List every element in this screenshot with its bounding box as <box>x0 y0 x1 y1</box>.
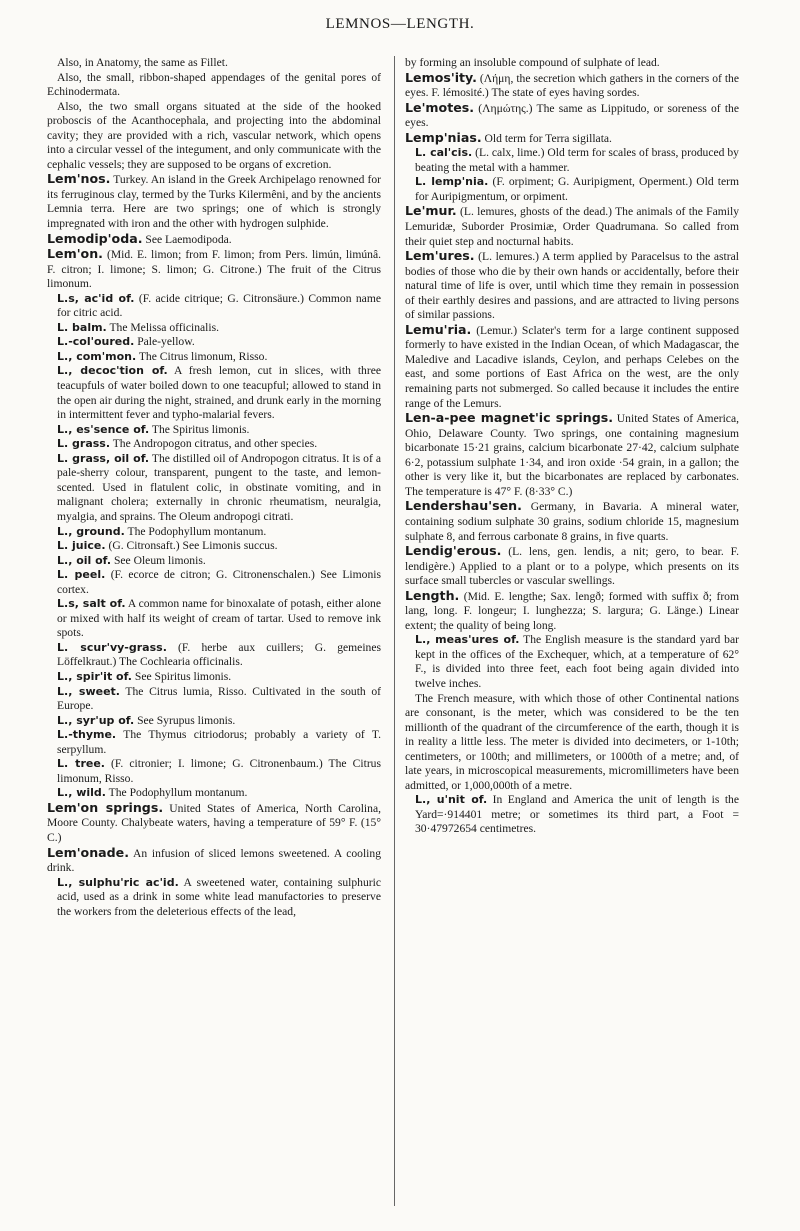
entry-text: The French measure, with which those of other Continental nations are consonant, is the meter, which was considered to be the ten millionth of the quadrant of the circumference of the earth, though it is in reality a little less. The meter is divided into decimeters, or 1-10th; centimeters, or 100th; and millimeters, or 1000th of a metre; and, of late years, in microscopical measurements, micromillimeters have been admitted, or 1,000,000th of a metre. <box>405 691 739 792</box>
entry-text: Germany, in Bavaria. A mineral water, containing sodium sulphate 30 grains, sodium chloride 15, magnesium sulphate 8, and ferrous carbonate 8 grains, in five quarts. <box>405 500 739 543</box>
headword: Lendershau'sen. <box>405 498 522 514</box>
dictionary-entry <box>405 589 739 634</box>
sub-headword: L., oil of. <box>57 553 112 567</box>
sub-headword: L.s, ac'id of. <box>57 291 135 305</box>
entry-text: The Andropogon citratus, and other species. <box>112 437 318 451</box>
sub-headword: L., com'mon. <box>57 349 137 363</box>
headword: Lemodip'oda. <box>47 230 143 246</box>
headword: Lemu'ria. <box>405 321 472 337</box>
entry-text: (F. ecorce de citron; G. Citronenschalen.) See Limonis cortex. <box>57 568 381 596</box>
sub-entry <box>47 321 381 336</box>
entry-text: See Spiritus limonis. <box>134 669 232 683</box>
headword: Lemp'nias. <box>405 129 482 145</box>
dictionary-entry <box>405 131 739 147</box>
entry-text: A sweetened water, containing sulphuric acid, used as a drink in some white lead manufactories to preserve the workers from the deleterious effects of the lead, <box>57 875 381 918</box>
sub-entry <box>47 437 381 452</box>
sub-headword: L., es'sence of. <box>57 422 150 436</box>
headword: Lem'on springs. <box>47 799 164 815</box>
sub-entry <box>47 641 381 670</box>
entry-text: (L. calx, lime.) Old term for scales of brass, produced by beating the metal with a hammer. <box>415 146 739 174</box>
sub-headword: L. balm. <box>57 320 107 334</box>
headword: Le'motes. <box>405 99 475 115</box>
sub-entry <box>47 568 381 597</box>
headword: Lemos'ity. <box>405 69 477 85</box>
sub-headword: L. scur'vy-grass. <box>57 640 167 654</box>
sub-headword: L. juice. <box>57 539 106 553</box>
sub-entry <box>47 876 381 920</box>
entry-text: The Citrus limonum, Risso. <box>138 349 268 363</box>
headword: Len-a-pee magnet'ic springs. <box>405 410 614 426</box>
sub-headword: L. cal'cis. <box>415 146 473 160</box>
entry-text: The Spiritus limonis. <box>151 422 250 436</box>
entry-text: (Λήμη, the secretion which gathers in the corners of the eyes. F. lémosité.) The state of eyes having sordes. <box>405 71 739 100</box>
sub-headword: L., decoc'tion of. <box>57 364 168 378</box>
entry-text: (F. herbe aux cuillers; G. gemeines Löffelkraut.) The Cochlearia officinalis. <box>57 640 381 669</box>
paragraph <box>405 692 739 794</box>
entry-text: In England and America the unit of length is the Yard=·914401 metre; or sometimes its third part, a Foot = 30·47972654 centimetres. <box>415 793 739 836</box>
entry-text: (L. lens, gen. lendis, a nit; gero, to bear. F. lendigère.) Applied to a plant or to a polype, which presents on its surface small tubercles or vascular swellings. <box>405 545 739 588</box>
sub-headword: L. tree. <box>57 757 105 771</box>
headword: Lem'ures. <box>405 248 475 264</box>
entry-text: (L. lemures.) A term applied by Paracelsus to the astral bodies of those who die by their own hands or accidentally, before their natural time of life is over, until which time they remain in possession of their earthly desires and passions, and are attracted to living persons of similar passions. <box>405 250 739 322</box>
sub-entry <box>47 539 381 554</box>
entry-text: Also, the two small organs situated at the side of the hooked proboscis of the Acanthocephala, and projecting into the abdominal cavity; they are provided with a rich, vascular network, which opens into a circular vessel of the integument, and only communicate with the cephalic vessels; they are supposed to be organs of excretion. <box>47 99 381 171</box>
headword: Le'mur. <box>405 203 457 219</box>
sub-entry <box>405 146 739 175</box>
sub-headword: L., wild. <box>57 786 106 800</box>
entry-text: See Laemodipoda. <box>145 232 232 246</box>
entry-text: The Citrus lumia, Risso. Cultivated in the south of Europe. <box>57 684 382 713</box>
dictionary-entry <box>47 172 381 231</box>
sub-entry <box>47 714 381 729</box>
entry-text: A fresh lemon, cut in slices, with three teacupfuls of water boiled down to one teacupful; allowed to stand in the open air during the night, strained, and drunk early in the morning in intermittent fever and typho-malarial fevers. <box>57 364 381 422</box>
sub-headword: L., syr'up of. <box>57 713 135 727</box>
entry-text: The distilled oil of Andropogon citratus. It is of a pale-sherry colour, transparent, pungent to the taste, and lemon-scented. Used in flatulent colic, in obstinate vomiting, and in malignant cholera; externally in chronic rheumatism, neuralgia, myalgia, and sprains. The Oleum andropogi citrati. <box>57 451 381 523</box>
sub-headword: L.s, salt of. <box>57 597 126 611</box>
dictionary-entry <box>405 323 739 411</box>
entry-text: Turkey. An island in the Greek Archipelago renowned for its ferruginous clay, termed by the Turks Kilermêni, and by the ancients Lemnia terra. Here are two springs; one of which is strongly impregnated with iron and the other with hydrogen sulphide. <box>47 173 381 231</box>
paragraph <box>47 71 381 100</box>
entry-text: Also, the small, ribbon-shaped appendages of the genital pores of Echinodermata. <box>47 70 381 99</box>
sub-entry <box>405 633 739 691</box>
entry-text: United States of America, North Carolina, Moore County. Chalybeate waters, having a temperature of 59° F. (15° C.) <box>47 801 381 844</box>
headword: Lem'onade. <box>47 844 130 860</box>
continued-text <box>405 56 739 71</box>
sub-headword: L., u'nit of. <box>415 793 488 807</box>
sub-headword: L. grass. <box>57 437 111 451</box>
sub-headword: L.-col'oured. <box>57 335 135 349</box>
dictionary-entry <box>405 204 739 249</box>
sub-entry <box>47 423 381 438</box>
entry-text: (Lemur.) Sclater's term for a large continent supposed formerly to have existed in the Indian Ocean, of which Madagascar, the Maledive and Lacadive islands, Ceylon, and perhaps Celebes on the east, and some portions of East Africa on the west, are the only remaining parts not submerged. So called because it includes the entire range of the Lemurs. <box>405 323 739 410</box>
sub-entry <box>47 757 381 786</box>
entry-text: (F. citronier; I. limone; G. Citronenbaum.) The Citrus limonum, Risso. <box>57 757 381 785</box>
sub-entry <box>47 728 381 757</box>
sub-headword: L., ground. <box>57 524 125 538</box>
dictionary-entry <box>47 846 381 876</box>
sub-entry <box>47 685 381 714</box>
sub-entry <box>405 793 739 837</box>
dictionary-entry <box>405 544 739 589</box>
sub-entry <box>47 452 381 525</box>
entry-text: An infusion of sliced lemons sweetened. A cooling drink. <box>47 846 381 875</box>
headword: Lem'on. <box>47 246 103 262</box>
dictionary-entry <box>405 249 739 323</box>
sub-entry <box>47 786 381 801</box>
headword: Length. <box>405 587 460 603</box>
paragraph <box>47 56 381 71</box>
sub-entry <box>47 670 381 685</box>
entry-text: The English measure is the standard yard bar kept in the offices of the Exchequer, which, at a temperature of 62° F., is divided into three feet, each foot being again divided into twelve inches. <box>415 633 739 690</box>
entry-text: The Podophyllum montanum. <box>108 786 248 800</box>
entry-text: (Mid. E. limon; from F. limon; from Pers. limún, limúnâ. F. citron; I. limone; S. limon; G. Citrone.) The fruit of the Citrus limonum. <box>47 248 382 291</box>
right-column <box>405 56 739 837</box>
entry-text: (F. acide citrique; G. Citronsäure.) Common name for citric acid. <box>57 291 381 320</box>
entry-text: (L. lemures, ghosts of the dead.) The animals of the Family Lemuridæ, Suborder Prosimiæ, Order Quadrumana. So called from their quiet step and nocturnal habits. <box>405 205 739 248</box>
sub-entry <box>47 364 381 422</box>
entry-text: by forming an insoluble compound of sulphate of lead. <box>405 56 660 69</box>
entry-text: See Syrupus limonis. <box>137 713 236 727</box>
sub-headword: L., meas'ures of. <box>415 633 520 647</box>
entry-text: Also, in Anatomy, the same as Fillet. <box>57 56 228 69</box>
dictionary-entry <box>405 71 739 101</box>
entry-text: See Oleum limonis. <box>113 553 206 567</box>
sub-headword: L. grass, oil of. <box>57 451 150 465</box>
sub-entry <box>47 525 381 540</box>
sub-headword: L.-thyme. <box>57 728 117 742</box>
paragraph <box>47 100 381 173</box>
left-column <box>47 56 381 919</box>
dictionary-entry <box>405 411 739 499</box>
page-header: LEMNOS—LENGTH. <box>325 16 475 32</box>
headword: Lem'nos. <box>47 171 111 187</box>
dictionary-entry <box>405 101 739 131</box>
sub-headword: L., spir'it of. <box>57 669 132 683</box>
entry-text: A common name for binoxalate of potash, either alone or mixed with half its weight of cream of tartar. Used to remove ink spots. <box>57 597 381 640</box>
sub-entry <box>47 554 381 569</box>
sub-headword: L. peel. <box>57 568 106 582</box>
entry-text: (Mid. E. lengthe; Sax. lengð; formed with suffix ð; from lang, long. F. longeur; I. lunghezza; S. largura; G. Länge.) Linear extent; the quality of being long. <box>405 589 739 632</box>
entry-text: The Podophyllum montanum. <box>127 524 267 538</box>
entry-text: Pale-yellow. <box>137 335 195 349</box>
entry-text: United States of America, Ohio, Delaware County. Two springs, one containing magnesium bicarbonate 15·21 grains, calcium bicarbonate 27·42, calcium sulphate 6·2, potassium sulphate 1·34, and iron oxide ·54 grain, in a gallon; the other is very like it, but the bicarbonates are replaced by carbonates. The temperature is 47° F. (8·33° C.) <box>405 412 739 498</box>
headword: Lendig'erous. <box>405 543 502 559</box>
sub-entry <box>47 335 381 350</box>
entry-text: (G. Citronsaft.) See Limonis succus. <box>108 539 278 553</box>
dictionary-entry <box>405 499 739 544</box>
sub-entry <box>405 175 739 204</box>
sub-entry <box>47 350 381 365</box>
column-divider <box>394 56 395 1206</box>
sub-entry <box>47 597 381 641</box>
dictionary-entry <box>47 247 381 292</box>
entry-text: Old term for Terra sigillata. <box>484 131 612 145</box>
sub-headword: L. lemp'nia. <box>415 175 489 189</box>
entry-text: The Thymus citriodorus; probably a variety of T. serpyllum. <box>57 728 381 756</box>
dictionary-entry <box>47 801 381 846</box>
sub-entry <box>47 292 381 321</box>
sub-headword: L., sweet. <box>57 684 120 698</box>
entry-text: The Melissa officinalis. <box>109 320 220 334</box>
dictionary-entry <box>47 232 381 248</box>
entry-text: (F. orpiment; G. Auripigment, Operment.) Old term for Auripigmentum, or orpiment. <box>415 175 740 203</box>
sub-headword: L., sulphu'ric ac'id. <box>57 875 179 889</box>
entry-text: (Λημώτης.) The same as Lippitudo, or soreness of the eyes. <box>405 101 739 130</box>
